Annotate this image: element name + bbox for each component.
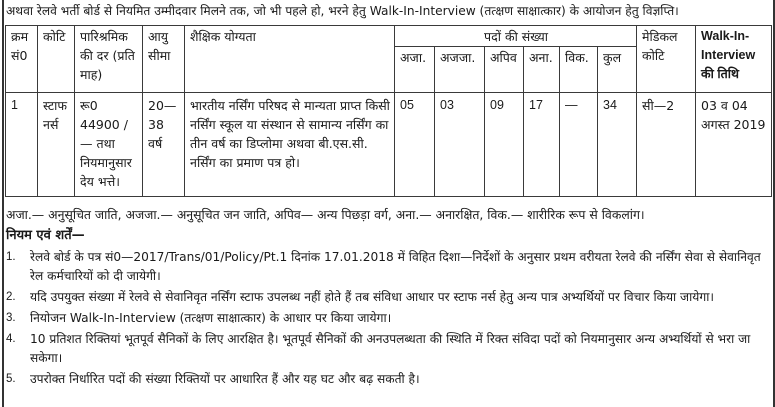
- abbreviation-legend: अजा.— अनुसूचित जाति, अजजा.— अनुसूचित जन जाति, अपिव— अन्य पिछड़ा वर्ग, अना.— अनारक्षित, विक.— शारीरिक रूप से विकलांग।: [6, 207, 645, 222]
- cell-obc: 09: [485, 93, 524, 197]
- cell-qualification: भारतीय नर्सिंग परिषद से मान्यता प्राप्त किसी नर्सिंग स्कूल या संस्थान से सामान्य नर्सिंग का तीन वर्ष का डिप्लोमा अथवा बी.एस.सी. नर्सिंग का प्रमाण पत्र हो।: [185, 93, 395, 197]
- rule-text: उपरोक्त निर्धारित पदों की संख्या रिक्तियों पर आधारित हैं और यह घट और बढ़ सकती है।: [30, 372, 420, 386]
- rule-number: 2.: [6, 291, 16, 303]
- cell-sc: 05: [395, 93, 435, 197]
- cell-pay: रू0 44900 / — तथा नियमानुसार देय भत्ते।: [75, 93, 143, 197]
- page-border-left: [2, 0, 4, 407]
- cell-ur: 17: [524, 93, 560, 197]
- cell-walkin-date: 03 व 04 अगस्त 2019: [696, 93, 772, 197]
- cell-total: 34: [598, 93, 637, 197]
- header-total: कुल: [598, 47, 637, 93]
- cell-category: स्टाफ नर्स: [38, 93, 75, 197]
- header-walkin-date: Walk-In-Interview की तिथि: [696, 26, 772, 93]
- rule-number: 1.: [6, 251, 16, 263]
- table-row: [6, 93, 772, 197]
- rule-item: [6, 288, 771, 307]
- rules-list: [6, 248, 771, 391]
- header-pay: पारिश्रमिक की दर (प्रति माह): [75, 26, 143, 93]
- header-category: कोटि: [38, 26, 75, 93]
- rule-text: यदि उपयुक्त संख्या में रेलवे से सेवानिवृत नर्सिंग स्टाफ उपलब्ध नहीं होते हैं तब संविधा आधार पर स्टाफ नर्स हेतु अन्य पात्र अभ्यर्थियों पर विचार किया जायेगा।: [30, 290, 714, 304]
- rules-title: नियम एवं शर्तें—: [6, 228, 85, 243]
- header-serial: क्रम सं0: [6, 26, 38, 93]
- vacancy-table: [5, 25, 772, 197]
- rule-text: नियोजन Walk-In-Interview (तत्क्षण साक्षात्कार) के आधार पर किया जायेगा।: [30, 311, 392, 325]
- rule-item: [6, 370, 771, 389]
- rule-text: रेलवे बोर्ड के पत्र सं0—2017/Trans/01/Policy/Pt.1 दिनांक 17.01.2018 में विहित दिशा—निर्देशों के अनुसार प्रथम वरीयता रेलवे की नर्सिंग सेवा से सेवानिवृत रेल कर्मचारियों को दी जायेगी।: [30, 250, 761, 283]
- table-header-row: [6, 26, 772, 47]
- header-obc: अपिव: [485, 47, 524, 93]
- cell-ph: —: [560, 93, 598, 197]
- rule-item: [6, 309, 771, 328]
- header-posts-group: पदों की संख्या: [395, 26, 637, 47]
- rule-number: 3.: [6, 312, 16, 324]
- cell-medical: सी—2: [637, 93, 696, 197]
- rule-item: [6, 330, 771, 368]
- rule-text: 10 प्रतिशत रिक्तियां भूतपूर्व सैनिकों के लिए आरक्षित है। भूतपूर्व सैनिकों की अनउपलब्धता की स्थिति में रिक्त संविदा पदों को नियमानुसार अन्य अभ्यर्थियों से भरा जा सकेगा।: [30, 332, 751, 365]
- header-age: आयु सीमा: [143, 26, 185, 93]
- header-ph: विक.: [560, 47, 598, 93]
- header-sc: अजा.: [395, 47, 435, 93]
- cell-st: 03: [435, 93, 485, 197]
- rule-number: 4.: [6, 333, 16, 345]
- header-ur: अना.: [524, 47, 560, 93]
- cell-serial: 1: [6, 93, 38, 197]
- header-medical: मेडिकल कोटि: [637, 26, 696, 93]
- header-qualification: शैक्षिक योग्यता: [185, 26, 395, 93]
- notice-intro-text: अथवा रेलवे भर्ती बोर्ड से नियमित उम्मीदवार मिलने तक, जो भी पहले हो, भरने हेतु Walk-In-Interview (तत्क्षण साक्षात्कार) के आयोजन हेतु विज्ञप्ति।: [6, 4, 679, 18]
- header-st: अजजा.: [435, 47, 485, 93]
- rule-item: [6, 248, 771, 286]
- cell-age: 20—38 वर्ष: [143, 93, 185, 197]
- rule-number: 5.: [6, 373, 16, 385]
